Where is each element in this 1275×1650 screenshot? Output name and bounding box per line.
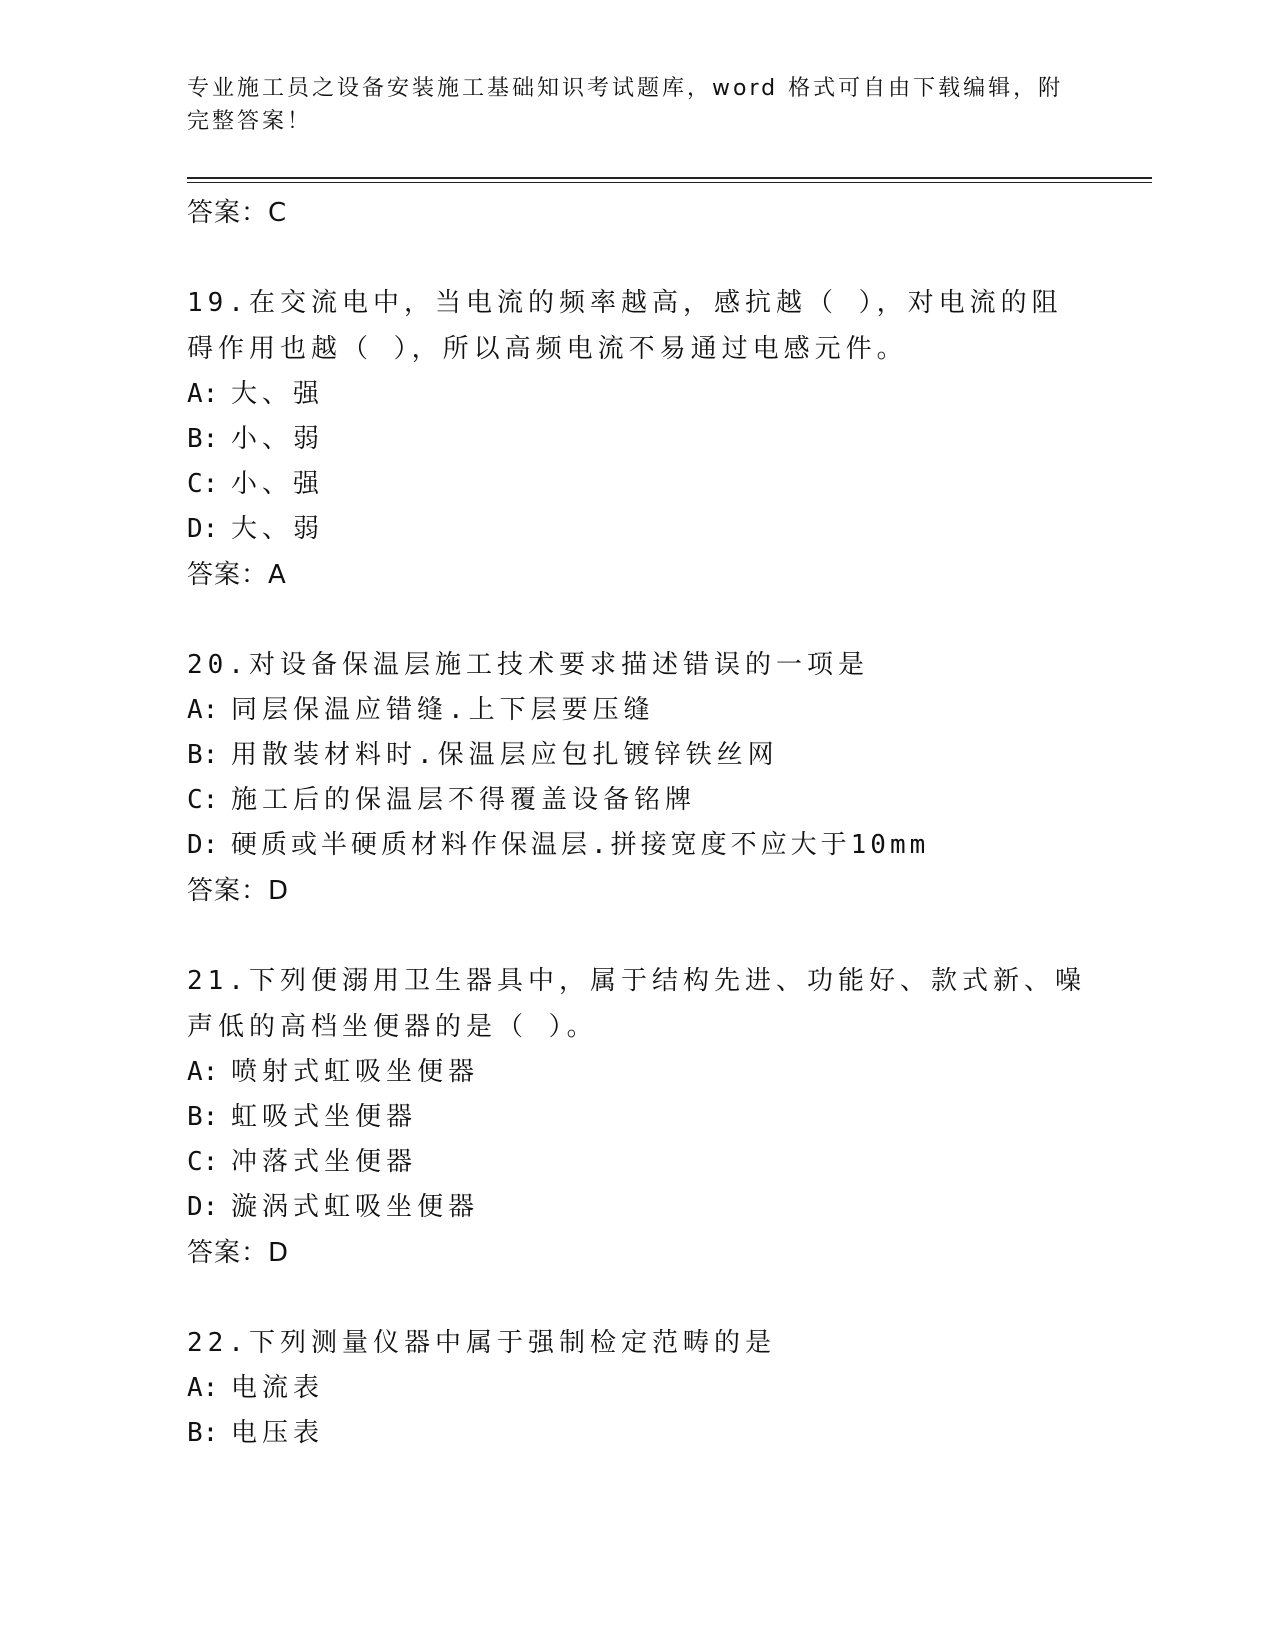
answer-line: 答案：D — [187, 1238, 290, 1268]
option-item — [187, 688, 1087, 733]
option-item — [187, 507, 1087, 552]
option-text: 小、强 — [231, 469, 325, 499]
option-text: 硬质或半硬质材料作保温层.拼接宽度不应大于10mm — [231, 830, 930, 860]
option-letter: C: — [187, 1147, 219, 1177]
answer-line: 答案：C — [187, 198, 288, 228]
option-item — [187, 1050, 1087, 1095]
option-text: 大、强 — [231, 379, 325, 409]
option-letter: A: — [187, 695, 219, 725]
option-item — [187, 1185, 1087, 1230]
option-text: 漩涡式虹吸坐便器 — [231, 1192, 480, 1222]
option-item — [187, 1140, 1087, 1185]
option-letter: D: — [187, 1192, 219, 1222]
option-item — [187, 372, 1087, 417]
option-text: 施工后的保温层不得覆盖设备铭牌 — [231, 785, 697, 815]
option-item — [187, 417, 1087, 462]
answer-line: 答案：D — [187, 876, 290, 906]
option-letter: B: — [187, 1418, 219, 1448]
question-stem: 19.在交流电中，当电流的频率越高，感抗越（ ），对电流的阻碍作用也越（ ），所以高频电流不易通过电感元件。 — [187, 288, 1063, 364]
option-letter: D: — [187, 514, 219, 544]
option-letter: B: — [187, 1102, 219, 1132]
question-item — [187, 958, 1087, 1276]
option-text: 小、弱 — [231, 424, 325, 454]
option-letter: D: — [187, 830, 219, 860]
question-stem: 21.下列便溺用卫生器具中，属于结构先进、功能好、款式新、噪声低的高档坐便器的是（ ）。 — [187, 966, 1086, 1042]
header-divider-thin — [187, 182, 1152, 183]
question-item — [187, 280, 1087, 598]
question-stem: 22.下列测量仪器中属于强制检定范畴的是 — [187, 1328, 776, 1358]
option-letter: C: — [187, 469, 219, 499]
option-text: 虹吸式坐便器 — [231, 1102, 418, 1132]
header-divider-thick — [187, 177, 1152, 179]
option-text: 喷射式虹吸坐便器 — [231, 1057, 480, 1087]
page-header: 专业施工员之设备安装施工基础知识考试题库，word 格式可自由下载编辑，附完整答案！ — [187, 76, 1064, 134]
option-text: 用散装材料时.保温层应包扎镀锌铁丝网 — [231, 740, 779, 770]
option-letter: A: — [187, 1373, 219, 1403]
option-item — [187, 823, 1087, 868]
option-letter: B: — [187, 424, 219, 454]
option-item — [187, 1411, 1087, 1456]
option-text: 电流表 — [231, 1373, 325, 1403]
answer-line: 答案：A — [187, 560, 287, 590]
option-letter: A: — [187, 379, 219, 409]
question-stem: 20.对设备保温层施工技术要求描述错误的一项是 — [187, 650, 869, 680]
option-letter: B: — [187, 740, 219, 770]
option-text: 电压表 — [231, 1418, 325, 1448]
option-text: 冲落式坐便器 — [231, 1147, 418, 1177]
option-item — [187, 733, 1087, 778]
question-item — [187, 642, 1087, 914]
option-item — [187, 1366, 1087, 1411]
question-list — [187, 190, 1087, 1456]
option-letter: A: — [187, 1057, 219, 1087]
option-letter: C: — [187, 785, 219, 815]
option-item — [187, 778, 1087, 823]
question-item — [187, 1320, 1087, 1456]
option-text: 大、弱 — [231, 514, 325, 544]
option-item — [187, 462, 1087, 507]
option-item — [187, 1095, 1087, 1140]
option-text: 同层保温应错缝.上下层要压缝 — [231, 695, 655, 725]
